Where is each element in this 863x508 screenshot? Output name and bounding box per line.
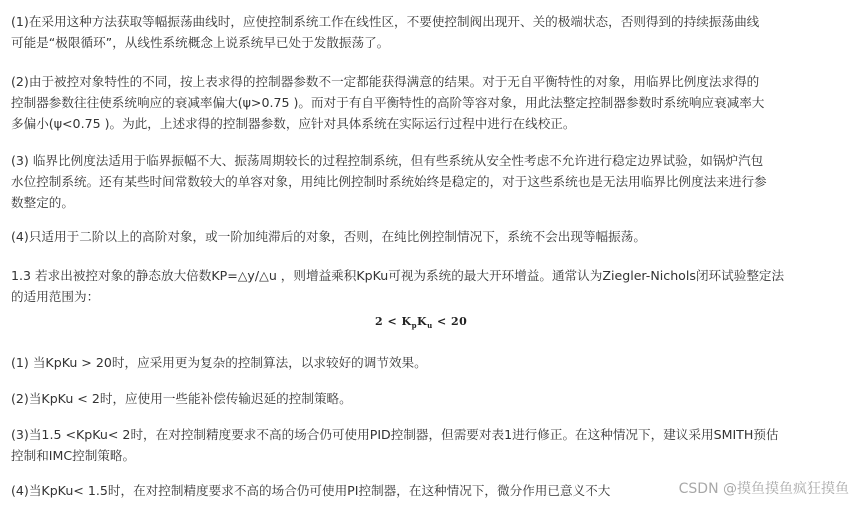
paragraph-1	[11, 11, 759, 53]
paragraph-line: 控制器参数往往使系统响应的衰减率偏大(ψ>0.75 )。而对于有自平衡特性的高阶等容对象，用此法整定控制器参数时系统响应衰减率大	[11, 95, 765, 110]
paragraph-3	[11, 150, 767, 213]
paragraph-line: 的适用范围为：	[11, 289, 100, 304]
formula-sub-u: u	[427, 321, 433, 331]
paragraph-line: 多偏小(ψ<0.75 )。为此，上述求得的控制器参数，应针对具体系统在实际运行过程中进行在线校正。	[11, 116, 576, 131]
paragraph-7	[11, 388, 352, 409]
paragraph-line: 1.3 若求出被控对象的静态放大倍数KP=△y/△u ，则增益乘积KpKu可视为系统的最大开环增益。通常认为Ziegler-Nichols闭环试验整定法	[11, 268, 785, 283]
paragraph-2	[11, 71, 764, 134]
formula-image	[375, 315, 467, 330]
paragraph-6	[11, 352, 427, 373]
paragraph-line: 数整定的。	[11, 195, 74, 210]
paragraph-4	[11, 226, 646, 247]
paragraph-line: 水位控制系统。还有某些时间常数较大的单容对象，用纯比例控制时系统始终是稳定的，对于这些系统也是无法用临界比例度法来进行参	[11, 174, 767, 189]
formula-right: < 20	[432, 315, 468, 328]
formula-mid: K	[417, 315, 428, 328]
paragraph-9	[11, 480, 610, 501]
paragraph-5	[11, 265, 784, 307]
paragraph-line: (3) 临界比例度法适用于临界振幅不大、振荡周期较长的过程控制系统，但有些系统从安全性考虑不允许进行稳定边界试验，如锅炉汽包	[11, 153, 764, 168]
paragraph-line: 控制和IMC控制策略。	[11, 448, 136, 463]
paragraph-line: (4)只适用于二阶以上的高阶对象，或一阶加纯滞后的对象，否则，在纯比例控制情况下，系统不会出现等幅振荡。	[11, 229, 646, 244]
paragraph-line: (1) 当KpKu > 20时，应采用更为复杂的控制算法，以求较好的调节效果。	[11, 355, 427, 370]
paragraph-line: (2)当KpKu < 2时，应使用一些能补偿传输迟延的控制策略。	[11, 391, 352, 406]
paragraph-line: (4)当KpKu< 1.5时，在对控制精度要求不高的场合仍可使用PI控制器，在这种情况下，微分作用已意义不大	[11, 483, 611, 498]
paragraph-line: (3)当1.5 <KpKu< 2时，在对控制精度要求不高的场合仍可使用PID控制器，但需要对表1进行修正。在这种情况下，建议采用SMITH预估	[11, 427, 779, 442]
formula-sub-p: p	[411, 321, 417, 331]
csdn-watermark: CSDN @摸鱼摸鱼疯狂摸鱼	[677, 478, 851, 498]
paragraph-line: (2)由于被控对象特性的不同，按上表求得的控制器参数不一定都能获得满意的结果。对于无自平衡特性的对象，用临界比例度法求得的	[11, 74, 760, 89]
paragraph-line: (1)在采用这种方法获取等幅振荡曲线时，应使控制系统工作在线性区，不要使控制阀出现开、关的极端状态，否则得到的持续振荡曲线	[11, 14, 760, 29]
paragraph-8	[11, 424, 779, 466]
formula-left: 2 < K	[375, 315, 412, 328]
paragraph-line: 可能是“极限循环”，从线性系统概念上说系统早已处于发散振荡了。	[11, 35, 390, 50]
